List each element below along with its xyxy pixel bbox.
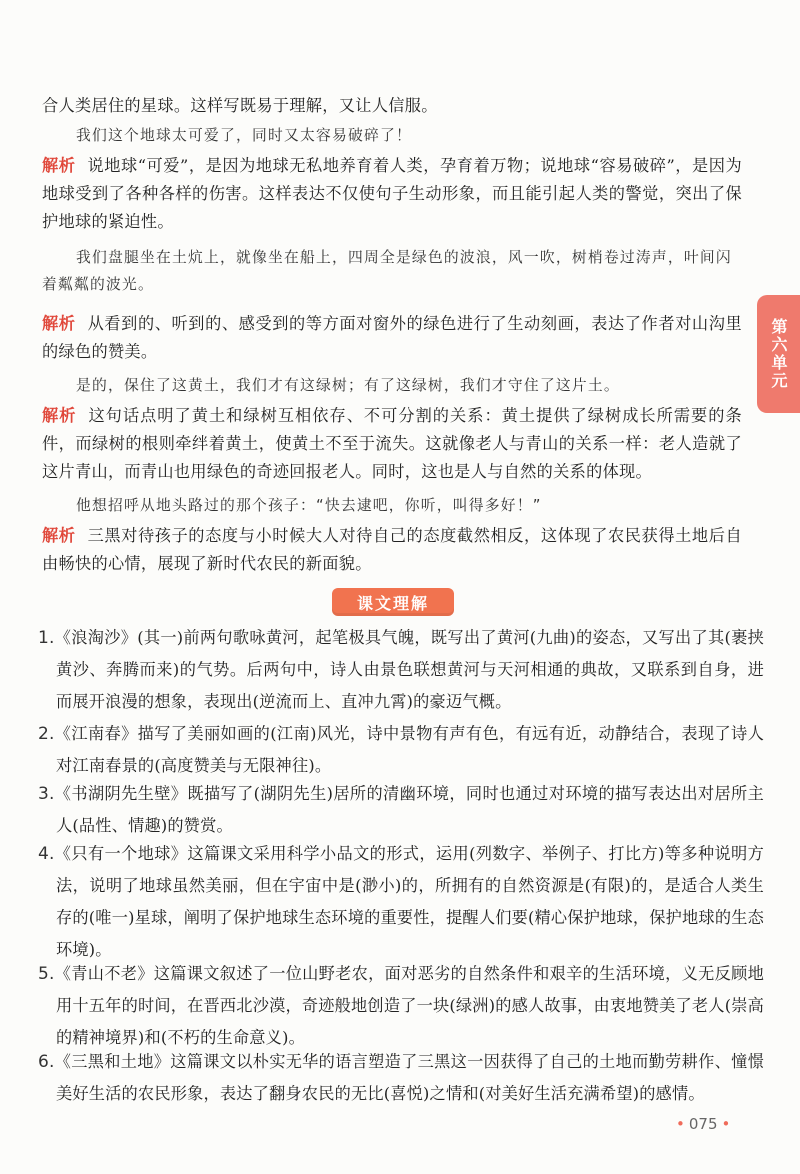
item-number: 1. xyxy=(38,628,55,648)
list-item-2 xyxy=(38,718,764,782)
item-text: 《江南春》描写了美丽如画的(江南)风光，诗中景物有声有色，有远有近，动静结合，表现了诗人对江南春景的(高度赞美与无限神往)。 xyxy=(54,724,764,775)
quote-3: 是的，保住了这黄土，我们才有这绿树；有了这绿树，我们才守住了这片土。 xyxy=(76,377,620,394)
item-number: 4. xyxy=(38,844,55,864)
quote-1: 我们这个地球太可爱了，同时又太容易破碎了！ xyxy=(76,127,412,144)
page-number xyxy=(672,1115,734,1133)
bullet-dot-icon: • xyxy=(721,1115,731,1133)
list-item-4 xyxy=(38,838,764,966)
intro-line: 合人类居住的星球。这样写既易于理解，又让人信服。 xyxy=(42,96,438,115)
list-item-3 xyxy=(38,778,764,842)
item-text: 《三黑和土地》这篇课文以朴实无华的语言塑造了三黑这一因获得了自己的土地而勤劳耕作、憧憬美好生活的农民形象，表达了翻身农民的无比(喜悦)之情和(对美好生活充满希望)的感情。 xyxy=(54,1052,764,1103)
section-title: 课文理解 xyxy=(332,588,454,616)
item-number: 5. xyxy=(38,964,55,984)
analysis-text: 这句话点明了黄土和绿树互相依存、不可分割的关系：黄土提供了绿树成长所需要的条件，而绿树的根则牵绊着黄土，使黄土不至于流失。这就像老人与青山的关系一样：老人造就了这片青山，而青山也用绿色的奇迹回报老人。同时，这也是人与自然的关系的体现。 xyxy=(42,406,742,481)
analysis-text: 三黑对待孩子的态度与小时候大人对待自己的态度截然相反，这体现了农民获得土地后自由畅快的心情，展现了新时代农民的新面貌。 xyxy=(42,526,742,573)
analysis-text: 说地球“可爱”，是因为地球无私地养育着人类，孕育着万物；说地球“容易破碎”，是因为地球受到了各种各样的伤害。这样表达不仅使句子生动形象，而且能引起人类的警觉，突出了保护地球的紧迫性。 xyxy=(42,156,742,231)
list-item-5 xyxy=(38,958,764,1054)
analysis-1 xyxy=(42,152,742,236)
item-number: 3. xyxy=(38,784,55,804)
analysis-label: 解析 xyxy=(42,314,76,333)
item-text: 《青山不老》这篇课文叙述了一位山野老农，面对恶劣的自然条件和艰辛的生活环境，义无反顾地用十五年的时间，在晋西北沙漠，奇迹般地创造了一块(绿洲)的感人故事，由衷地赞美了老人(崇高的精神境界)和(不朽的生命意义)。 xyxy=(54,964,764,1047)
item-text: 《只有一个地球》这篇课文采用科学小品文的形式，运用(列数字、举例子、打比方)等多种说明方法，说明了地球虽然美丽，但在宇宙中是(渺小)的，所拥有的自然资源是(有限)的，是适合人类生存的(唯一)星球，阐明了保护地球生态环境的重要性，提醒人们要(精心保护地球，保护地球的生态环境)。 xyxy=(54,844,764,959)
item-number: 6. xyxy=(38,1052,55,1072)
quote-2: 我们盘腿坐在土炕上，就像坐在船上，四周全是绿色的波浪，风一吹，树梢卷过涛声，叶间闪着粼粼的波光。 xyxy=(42,249,732,293)
analysis-3 xyxy=(42,402,742,486)
unit-side-tab: 第六单元 xyxy=(757,295,800,413)
page-number-value: 075 xyxy=(688,1115,718,1133)
bullet-dot-icon: • xyxy=(676,1115,685,1133)
item-text: 《书湖阴先生壁》既描写了(湖阴先生)居所的清幽环境，同时也通过对环境的描写表达出对居所主人(品性、情趣)的赞赏。 xyxy=(54,784,764,835)
analysis-label: 解析 xyxy=(42,156,76,175)
quote-4: 他想招呼从地头路过的那个孩子：“快去逮吧，你听，叫得多好！” xyxy=(76,497,542,514)
analysis-2 xyxy=(42,310,742,366)
analysis-label: 解析 xyxy=(42,526,76,545)
analysis-label: 解析 xyxy=(42,406,77,425)
analysis-text: 从看到的、听到的、感受到的等方面对窗外的绿色进行了生动刻画，表达了作者对山沟里的绿色的赞美。 xyxy=(42,314,742,361)
list-item-6 xyxy=(38,1046,764,1110)
item-number: 2. xyxy=(38,724,55,744)
analysis-4 xyxy=(42,522,742,578)
list-item-1 xyxy=(38,622,764,718)
item-text: 《浪淘沙》(其一)前两句歌咏黄河，起笔极具气魄，既写出了黄河(九曲)的姿态，又写出了其(裹挟黄沙、奔腾而来)的气势。后两句中，诗人由景色联想黄河与天河相通的典故，又联系到自身，进而展开浪漫的想象，表现出(逆流而上、直冲九霄)的豪迈气概。 xyxy=(54,628,764,711)
